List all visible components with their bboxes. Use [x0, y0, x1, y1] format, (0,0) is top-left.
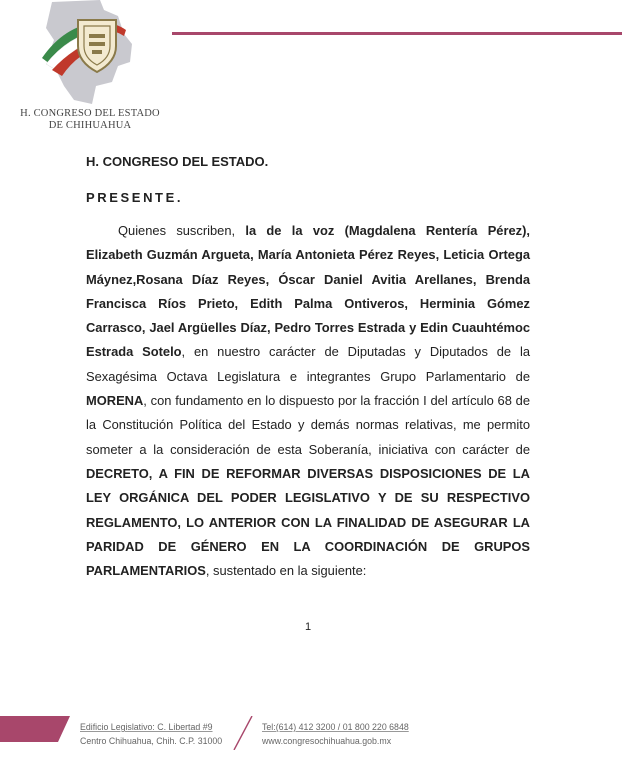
signatories-names: la de la voz (Magdalena Rentería Pérez), Elizabeth Guzmán Argueta, María Antonieta Pérez Reyes, Leticia Ortega Máynez,Rosana Díaz Reyes, Óscar Daniel Avitia Arellanes, Brenda Francisca Ríos Prieto, Edith Palma Ontiveros, Herminia Gómez Carrasco, Jael Argüelles Díaz, Pedro Torres Estrada y Edin Cuauhtémoc Estrada Sotelo	[86, 223, 530, 360]
document-body	[86, 219, 530, 583]
body-text-2: , en nuestro carácter de Diputadas y Diputados de la Sexagésima Octava Legislatura e integrantes Grupo Parlamentario de	[86, 344, 530, 384]
footer-accent-shape	[0, 716, 70, 742]
body-text-4: , sustentado en la siguiente:	[205, 563, 367, 579]
footer-slash-divider	[232, 716, 254, 750]
decree-title: DECRETO, A FIN DE REFORMAR DIVERSAS DISPOSICIONES DE LA LEY ORGÁNICA DEL PODER LEGISLATIVO Y DE SU RESPECTIVO REGLAMENTO, LO ANTERIOR CON LA FINALIDAD DE ASEGURAR LA PARIDAD DE GÉNERO EN LA COORDINACIÓN DE GRUPOS PARLAMENTARIOS	[86, 465, 530, 579]
party-name: MORENA	[86, 393, 144, 409]
page-number: 1	[305, 621, 312, 633]
presente-line: PRESENTE.	[86, 190, 184, 205]
organization-name-line2: DE CHIHUAHUA	[48, 120, 132, 131]
footer-address	[80, 720, 222, 748]
footer-website[interactable]: www.congresochihuahua.gob.mx	[262, 736, 392, 746]
chihuahua-map-emblem-icon	[34, 0, 144, 106]
organization-name	[0, 108, 180, 132]
footer-address-line2: Centro Chihuahua, Chih. C.P. 31000	[80, 736, 223, 746]
header-divider	[172, 32, 622, 35]
body-text-3: , con fundamento en lo dispuesto por la fracción I del artículo 68 de la Constitución Política del Estado y demás normas relativas, me permito someter a la consideración de esta Soberanía, iniciativa con carácter de	[86, 393, 530, 457]
organization-name-line1: H. CONGRESO DEL ESTADO	[20, 108, 160, 119]
addressee-line: H. CONGRESO DEL ESTADO.	[86, 154, 269, 169]
footer-contact	[262, 720, 409, 748]
footer-address-line1: Edificio Legislativo: C. Libertad #9	[80, 722, 213, 732]
body-text-1: Quienes suscriben,	[118, 223, 246, 238]
congress-logo	[34, 0, 144, 106]
footer-phone: Tel:(614) 412 3200 / 01 800 220 6848	[262, 722, 409, 732]
